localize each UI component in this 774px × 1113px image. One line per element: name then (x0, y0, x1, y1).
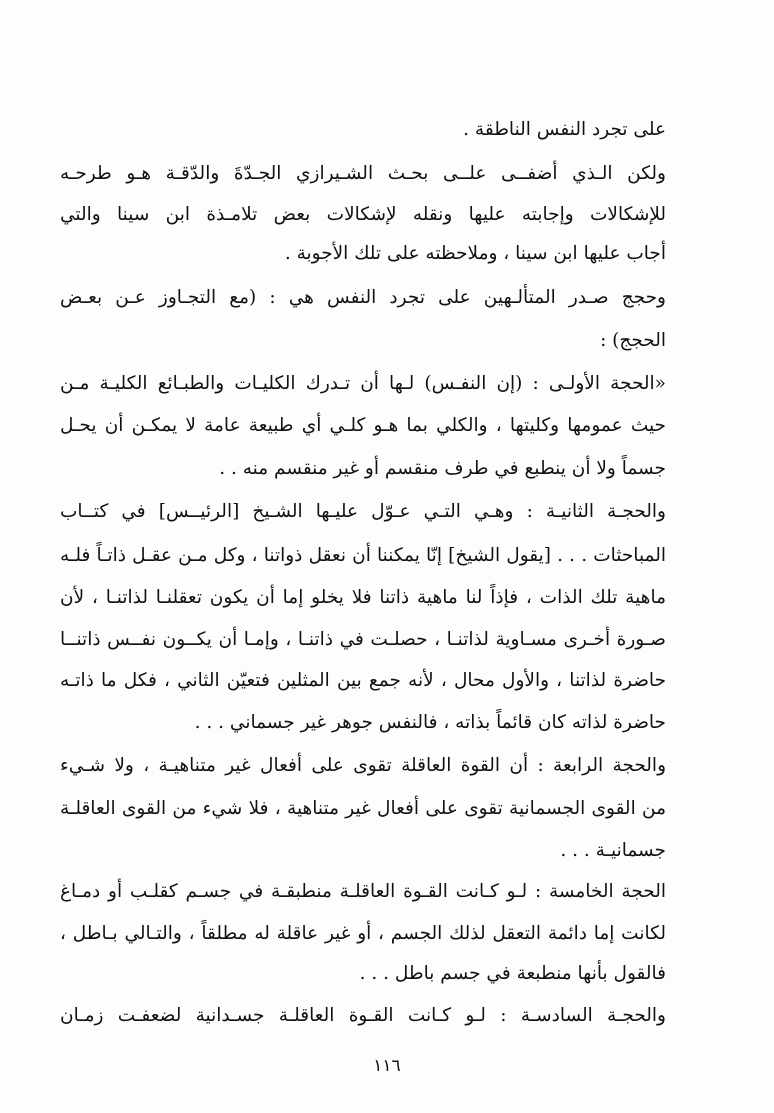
text-line: للإشكالات وإجابته عليها ونقله لإشكالات بعض تلامـذة ابن سينا والتي (60, 204, 666, 225)
page-number: ١١٦ (373, 1056, 401, 1076)
text-line: حيث عمومها وكليتها ، والكلي بما هـو كلـي أي طبيعة عامة لا يمكـن أن يحـل (60, 415, 666, 436)
text-line: أجاب عليها ابن سينا ، وملاحظته على تلك الأجوبة . (284, 243, 666, 264)
text-line: لكانت إما دائمة التعقل لذلك الجسم ، أو غير عاقلة له مطلقاً ، والتـالي بـاطل ، (60, 923, 666, 944)
text-line: والحجـة السادسـة : لـو كـانت القـوة العاقلـة جسـدانية لضعفـت زمـان (60, 1005, 666, 1026)
text-line: ماهية تلك الذات ، فإذاً لنا ماهية ذاتنا فلا يخلو إما أن يكون تعقلنـا لذاتنـا ، لأن (60, 587, 666, 608)
text-line: «الحجة الأولـى : (إن النفـس) لـها أن تـدرك الكليـات والطبـائع الكليـة مـن (60, 373, 666, 394)
text-line: من القوى الجسمانية تقوى على أفعال غير متناهية ، فلا شيء من القوى العاقلـة (60, 798, 666, 819)
text-line: حاضرة لذاته كان قائماً بذاته ، فالنفس جوهر غير جسماني . . . (194, 712, 666, 733)
text-line: الحجج) : (600, 330, 666, 351)
text-line: جسماً ولا أن ينطبع في طرف منقسم أو غير منقسم منه . . (219, 458, 666, 479)
text-line: جسمانيـة . . . (560, 840, 666, 861)
text-line: فالقول بأنها منطبعة في جسم باطل . . . (359, 963, 666, 984)
text-line: حاضرة لذاتنا ، والأول محال ، لأنه جمع بين المثلين فتعيّن الثاني ، فكل ما ذاتـه (60, 670, 666, 691)
text-line: والحجة الرابعة : أن القوة العاقلة تقوى على أفعال غير متناهيـة ، ولا شـيء (60, 755, 666, 776)
text-line: وحجج صـدر المتألـهين على تجرد النفس هي : (مع التجـاوز عـن بعـض (60, 287, 666, 308)
text-line: الحجة الخامسة : لـو كـانت القـوة العاقلـة منطبقـة في جسـم كقلـب أو دمـاغ (60, 881, 666, 902)
text-line: والحجـة الثانيـة : وهـي التـي عـوّل عليـها الشـيخ [الرئيــس] في كتــاب (60, 501, 666, 522)
text-line: على تجرد النفس الناطقة . (463, 119, 666, 140)
text-line: صـورة أخـرى مسـاوية لذاتنـا ، حصلـت في ذاتنـا ، وإمـا أن يكــون نفــس ذاتنــا (60, 629, 666, 650)
text-line: ولكن الـذي أضفــى علــى بحـث الشـيرازي الجـدّةَ والدّقـة هـو طرحـه (60, 163, 666, 184)
text-line: المباحثات . . . [يقول الشيخ] إنّا يمكننا أن نعقل ذواتنا ، وكل مـن عقـل ذاتـاً فلـه (60, 545, 666, 566)
